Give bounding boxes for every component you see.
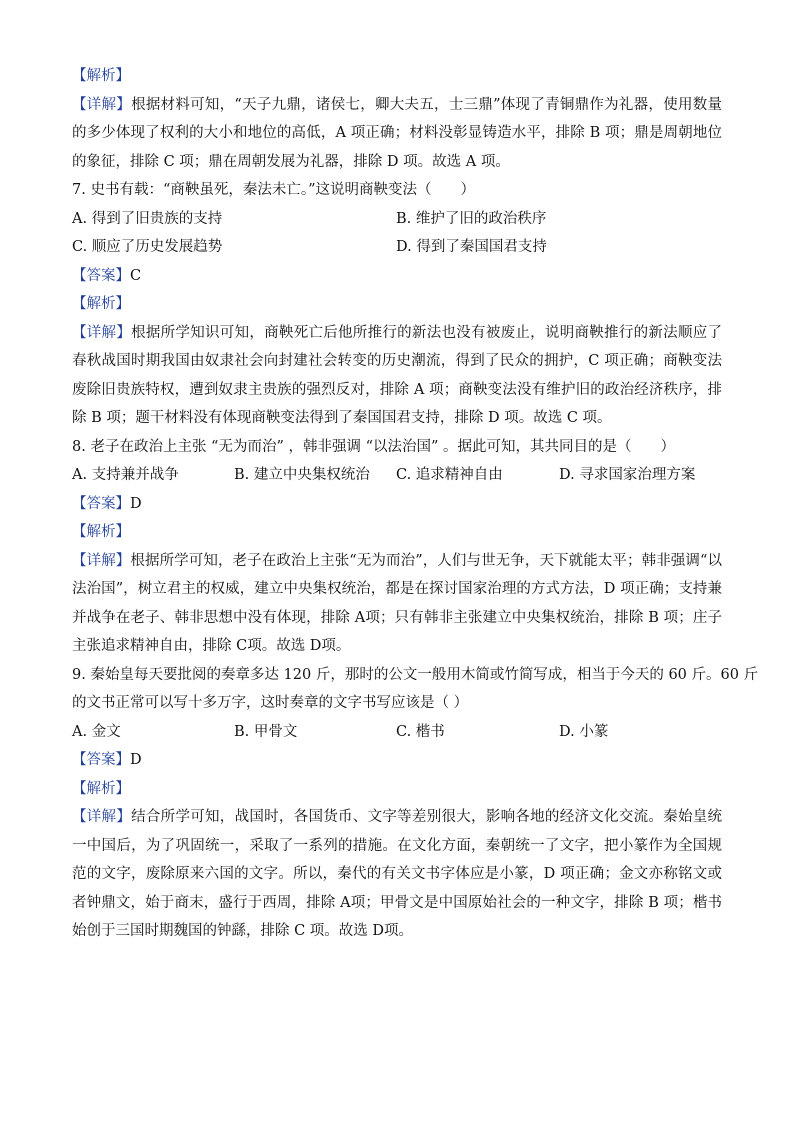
q9-answer-line xyxy=(72,746,722,775)
q9-detail-paragraph xyxy=(72,803,722,946)
q8-option-b: B. 建立中央集权统治 xyxy=(234,467,370,483)
q9-options-row xyxy=(72,718,722,747)
q7-option-d: D. 得到了秦国国君支持 xyxy=(396,239,547,255)
analysis-label: 【解析】 xyxy=(72,296,130,312)
analysis-label: 【解析】 xyxy=(72,524,130,540)
q7-analysis-heading xyxy=(72,290,722,319)
detail-label: 【详解】 xyxy=(72,324,132,341)
q9-stem-line-2: 的文书正常可以写十多万字，这时奏章的文字书写应该是（ ） xyxy=(72,695,469,711)
q7-options-row-1 xyxy=(72,205,722,234)
q9-detail-text: 结合所学可知，战国时，各国货币、文字等差别很大，影响各地的经济文化交流。秦始皇统一中国后，为了巩固统一，采取了一系列的措施。在文化方面，秦朝统一了文字，把小篆作为全国规范的文字，废除原来六国的文字。所以，秦代的有关文书字体应是小篆，D 项正确；金文亦称铭文或者钟鼎文，始于商末，盛行于西周，排除 A项；甲骨文是中国原始社会的一种文字，排除 B 项；楷书始创于三国时期魏国的钟繇，排除 C 项。故选 D项。 xyxy=(72,809,723,939)
q8-answer-line xyxy=(72,490,722,519)
q7-option-a: A. 得到了旧贵族的支持 xyxy=(72,210,223,227)
q8-option-d: D. 寻求国家治理方案 xyxy=(559,467,696,483)
analysis-label: 【解析】 xyxy=(72,780,130,797)
q9-option-c: C. 楷书 xyxy=(396,723,445,740)
q7-stem: 7. 史书有载：“商鞅虽死，秦法未亡。”这说明商鞅变法（ ） xyxy=(72,182,476,198)
q7-option-c: C. 顺应了历史发展趋势 xyxy=(72,239,223,255)
q7-option-b: B. 维护了旧的政治秩序 xyxy=(396,210,547,227)
q7-answer-line xyxy=(72,262,722,291)
q7-answer: C xyxy=(130,267,142,284)
answer-label: 【答案】 xyxy=(72,267,130,284)
q9-option-d: D. 小篆 xyxy=(559,723,609,740)
answer-label: 【答案】 xyxy=(72,752,130,768)
q8-analysis-heading xyxy=(72,518,722,547)
q7-detail-paragraph xyxy=(72,319,722,433)
detail-label: 【详解】 xyxy=(72,809,132,825)
q8-option-a: A. 支持兼并战争 xyxy=(72,467,179,483)
q9-analysis-heading xyxy=(72,775,722,804)
answer-label: 【答案】 xyxy=(72,495,130,512)
q9-option-b: B. 甲骨文 xyxy=(234,723,298,740)
q8-stem: 8. 老子在政治上主张 “无为而治” ，韩非强调 “以法治国” 。据此可知，其共同目的是（ ） xyxy=(72,438,676,455)
q7-options-row-2 xyxy=(72,233,722,262)
q8-options-row xyxy=(72,461,722,490)
q9-option-a: A. 金文 xyxy=(72,723,121,740)
q8-answer: D xyxy=(130,495,142,512)
q9-answer: D xyxy=(130,752,142,768)
q8-detail-paragraph xyxy=(72,547,722,661)
q6-detail-text: 根据材料可知，“天子九鼎，诸侯七，卿大夫五，士三鼎”体现了青铜鼎作为礼器，使用数量的多少体现了权利的大小和地位的高低，A 项正确；材料没彰显铸造水平，排除 B 项；鼎是周朝地位的象征，排除 C 项；鼎在周朝发展为礼器，排除 D 项。故选 A 项。 xyxy=(72,96,722,170)
document-page xyxy=(72,62,759,946)
q8-option-c: C. 追求精神自由 xyxy=(396,467,503,483)
q6-detail-paragraph xyxy=(72,91,722,177)
analysis-heading xyxy=(72,62,722,91)
q7-detail-text: 根据所学知识可知，商鞅死亡后他所推行的新法也没有被废止，说明商鞅推行的新法顺应了春秋战国时期我国由奴隶社会向封建社会转变的历史潮流，得到了民众的拥护，C 项正确；商鞅变法废除旧贵族特权，遭到奴隶主贵族的强烈反对，排除 A 项；商鞅变法没有维护旧的政治经济秩序，排除 B 项；题干材料没有体现商鞅变法得到了秦国国君支持，排除 D 项。故选 C 项。 xyxy=(72,324,723,426)
analysis-label: 【解析】 xyxy=(72,68,130,84)
detail-label: 【详解】 xyxy=(72,96,132,113)
q9-stem-line-1: 9. 秦始皇每天要批阅的奏章多达 120 斤，那时的公文一般用木简或竹简写成，相当于今天的 60 斤。60 斤 xyxy=(72,666,759,683)
q8-detail-text: 根据所学可知，老子在政治上主张“无为而治”，人们与世无争，天下就能太平；韩非强调“以法治国”，树立君主的权威，建立中央集权统治，都是在探讨国家治理的方式方法，D 项正确；支持兼并战争在老子、韩非思想中没有体现，排除 A项；只有韩非主张建立中央集权统治，排除 B 项；庄子主张追求精神自由，排除 C项。故选 D项。 xyxy=(72,552,722,654)
detail-label: 【详解】 xyxy=(72,552,131,569)
